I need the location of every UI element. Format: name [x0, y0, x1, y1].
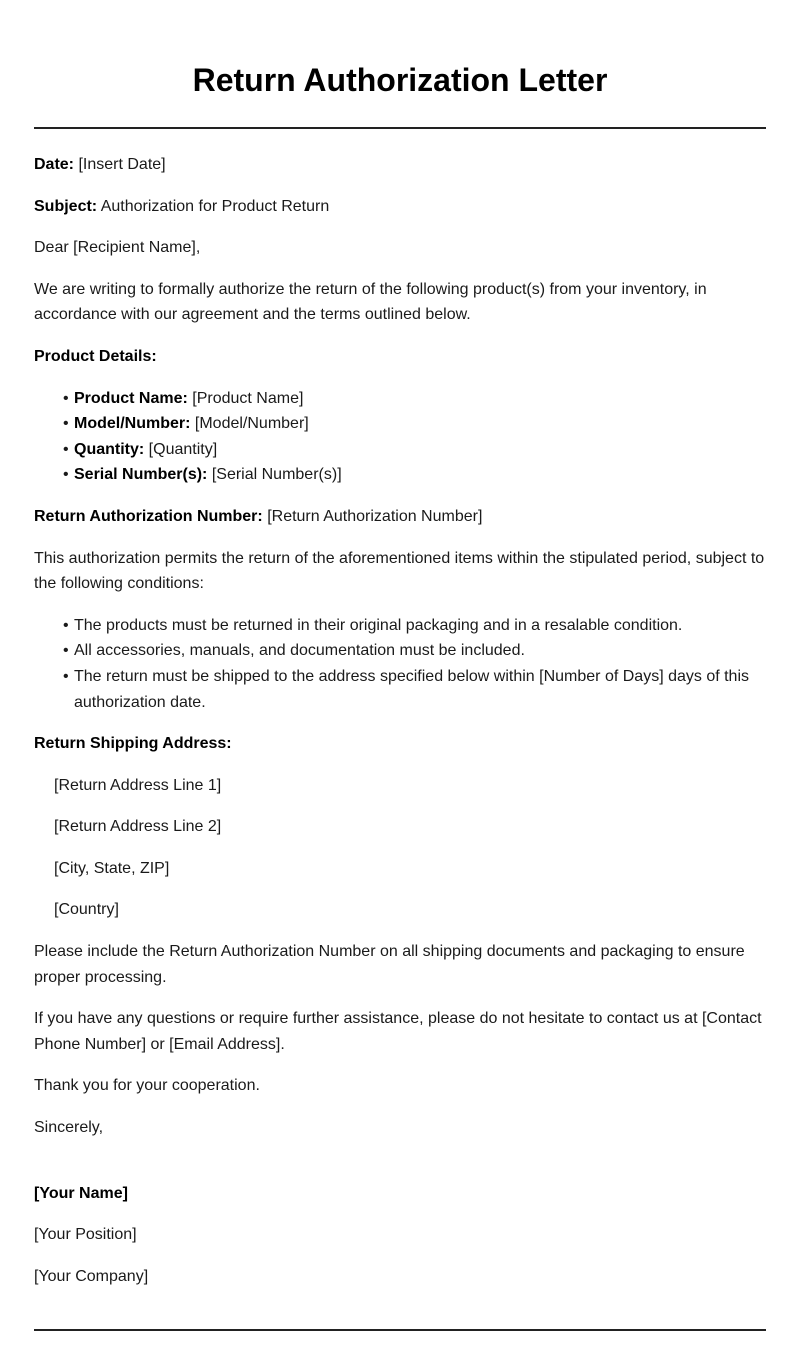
item-value: [Serial Number(s)] — [211, 466, 342, 484]
subject-value: Authorization for Product Return — [100, 197, 330, 215]
date-label: Date: — [34, 156, 75, 173]
questions-paragraph: If you have any questions or require further assistance, please do not hesitate to contact us at [Contact Phone Number] or [Email Address]. — [34, 1010, 762, 1053]
product-details-heading: Product Details: — [34, 347, 157, 365]
date-line — [34, 152, 766, 178]
item-label: Serial Number(s): — [74, 466, 208, 484]
bullet-icon: • — [63, 440, 69, 458]
ra-number-line — [34, 504, 766, 530]
bullet-icon: • — [63, 642, 69, 660]
signature-name: [Your Name] — [34, 1184, 128, 1202]
shipping-heading: Return Shipping Address: — [34, 735, 232, 753]
item-value: [Model/Number] — [194, 415, 309, 433]
list-item — [63, 613, 766, 639]
address-line: [City, State, ZIP] — [54, 859, 170, 877]
list-item — [63, 437, 766, 463]
ra-number-value: [Return Authorization Number] — [267, 507, 483, 525]
shipping-address — [34, 773, 766, 923]
product-details-list — [34, 386, 766, 488]
bullet-icon: • — [63, 415, 69, 433]
conditions-intro: This authorization permits the return of the aforementioned items within the stipulated period, subject to the following conditions: — [34, 549, 765, 593]
conditions-list — [34, 613, 766, 715]
date-value: [Insert Date] — [78, 156, 166, 173]
ra-number-label: Return Authorization Number: — [34, 507, 263, 525]
item-label: Model/Number: — [74, 415, 191, 433]
list-item — [63, 462, 766, 488]
condition-text: The return must be shipped to the address specified below within [Number of Days] days of this authorization date. — [74, 667, 750, 711]
bottom-divider — [34, 1329, 766, 1331]
list-item — [63, 386, 766, 412]
subject-line — [34, 194, 766, 220]
list-item — [63, 664, 766, 715]
signature-position: [Your Position] — [34, 1226, 137, 1244]
address-line: [Return Address Line 1] — [54, 776, 222, 794]
greeting: Dear [Recipient Name], — [34, 239, 201, 257]
address-line: [Country] — [54, 901, 119, 919]
subject-label: Subject: — [34, 197, 98, 215]
item-label: Quantity: — [74, 440, 145, 458]
condition-text: All accessories, manuals, and documentation must be included. — [74, 642, 525, 660]
bullet-icon: • — [63, 616, 69, 634]
bullet-icon: • — [63, 667, 69, 685]
include-note: Please include the Return Authorization Number on all shipping documents and packaging to ensure proper processing. — [34, 943, 745, 986]
bullet-icon: • — [63, 389, 69, 407]
item-value: [Quantity] — [148, 440, 218, 458]
list-item — [63, 638, 766, 664]
address-line: [Return Address Line 2] — [54, 818, 222, 836]
signature-company: [Your Company] — [34, 1267, 149, 1285]
thanks-line: Thank you for your cooperation. — [34, 1077, 260, 1095]
intro-paragraph: We are writing to formally authorize the return of the following product(s) from your inventory, in accordance with our agreement and the terms outlined below. — [34, 280, 707, 324]
list-item — [63, 411, 766, 437]
top-divider — [34, 127, 766, 129]
letter-title: Return Authorization Letter — [192, 62, 608, 98]
condition-text: The products must be returned in their original packaging and in a resalable condition. — [74, 616, 683, 634]
item-label: Product Name: — [74, 389, 188, 407]
item-value: [Product Name] — [192, 389, 304, 407]
closing-line: Sincerely, — [34, 1119, 104, 1137]
bullet-icon: • — [63, 466, 69, 484]
